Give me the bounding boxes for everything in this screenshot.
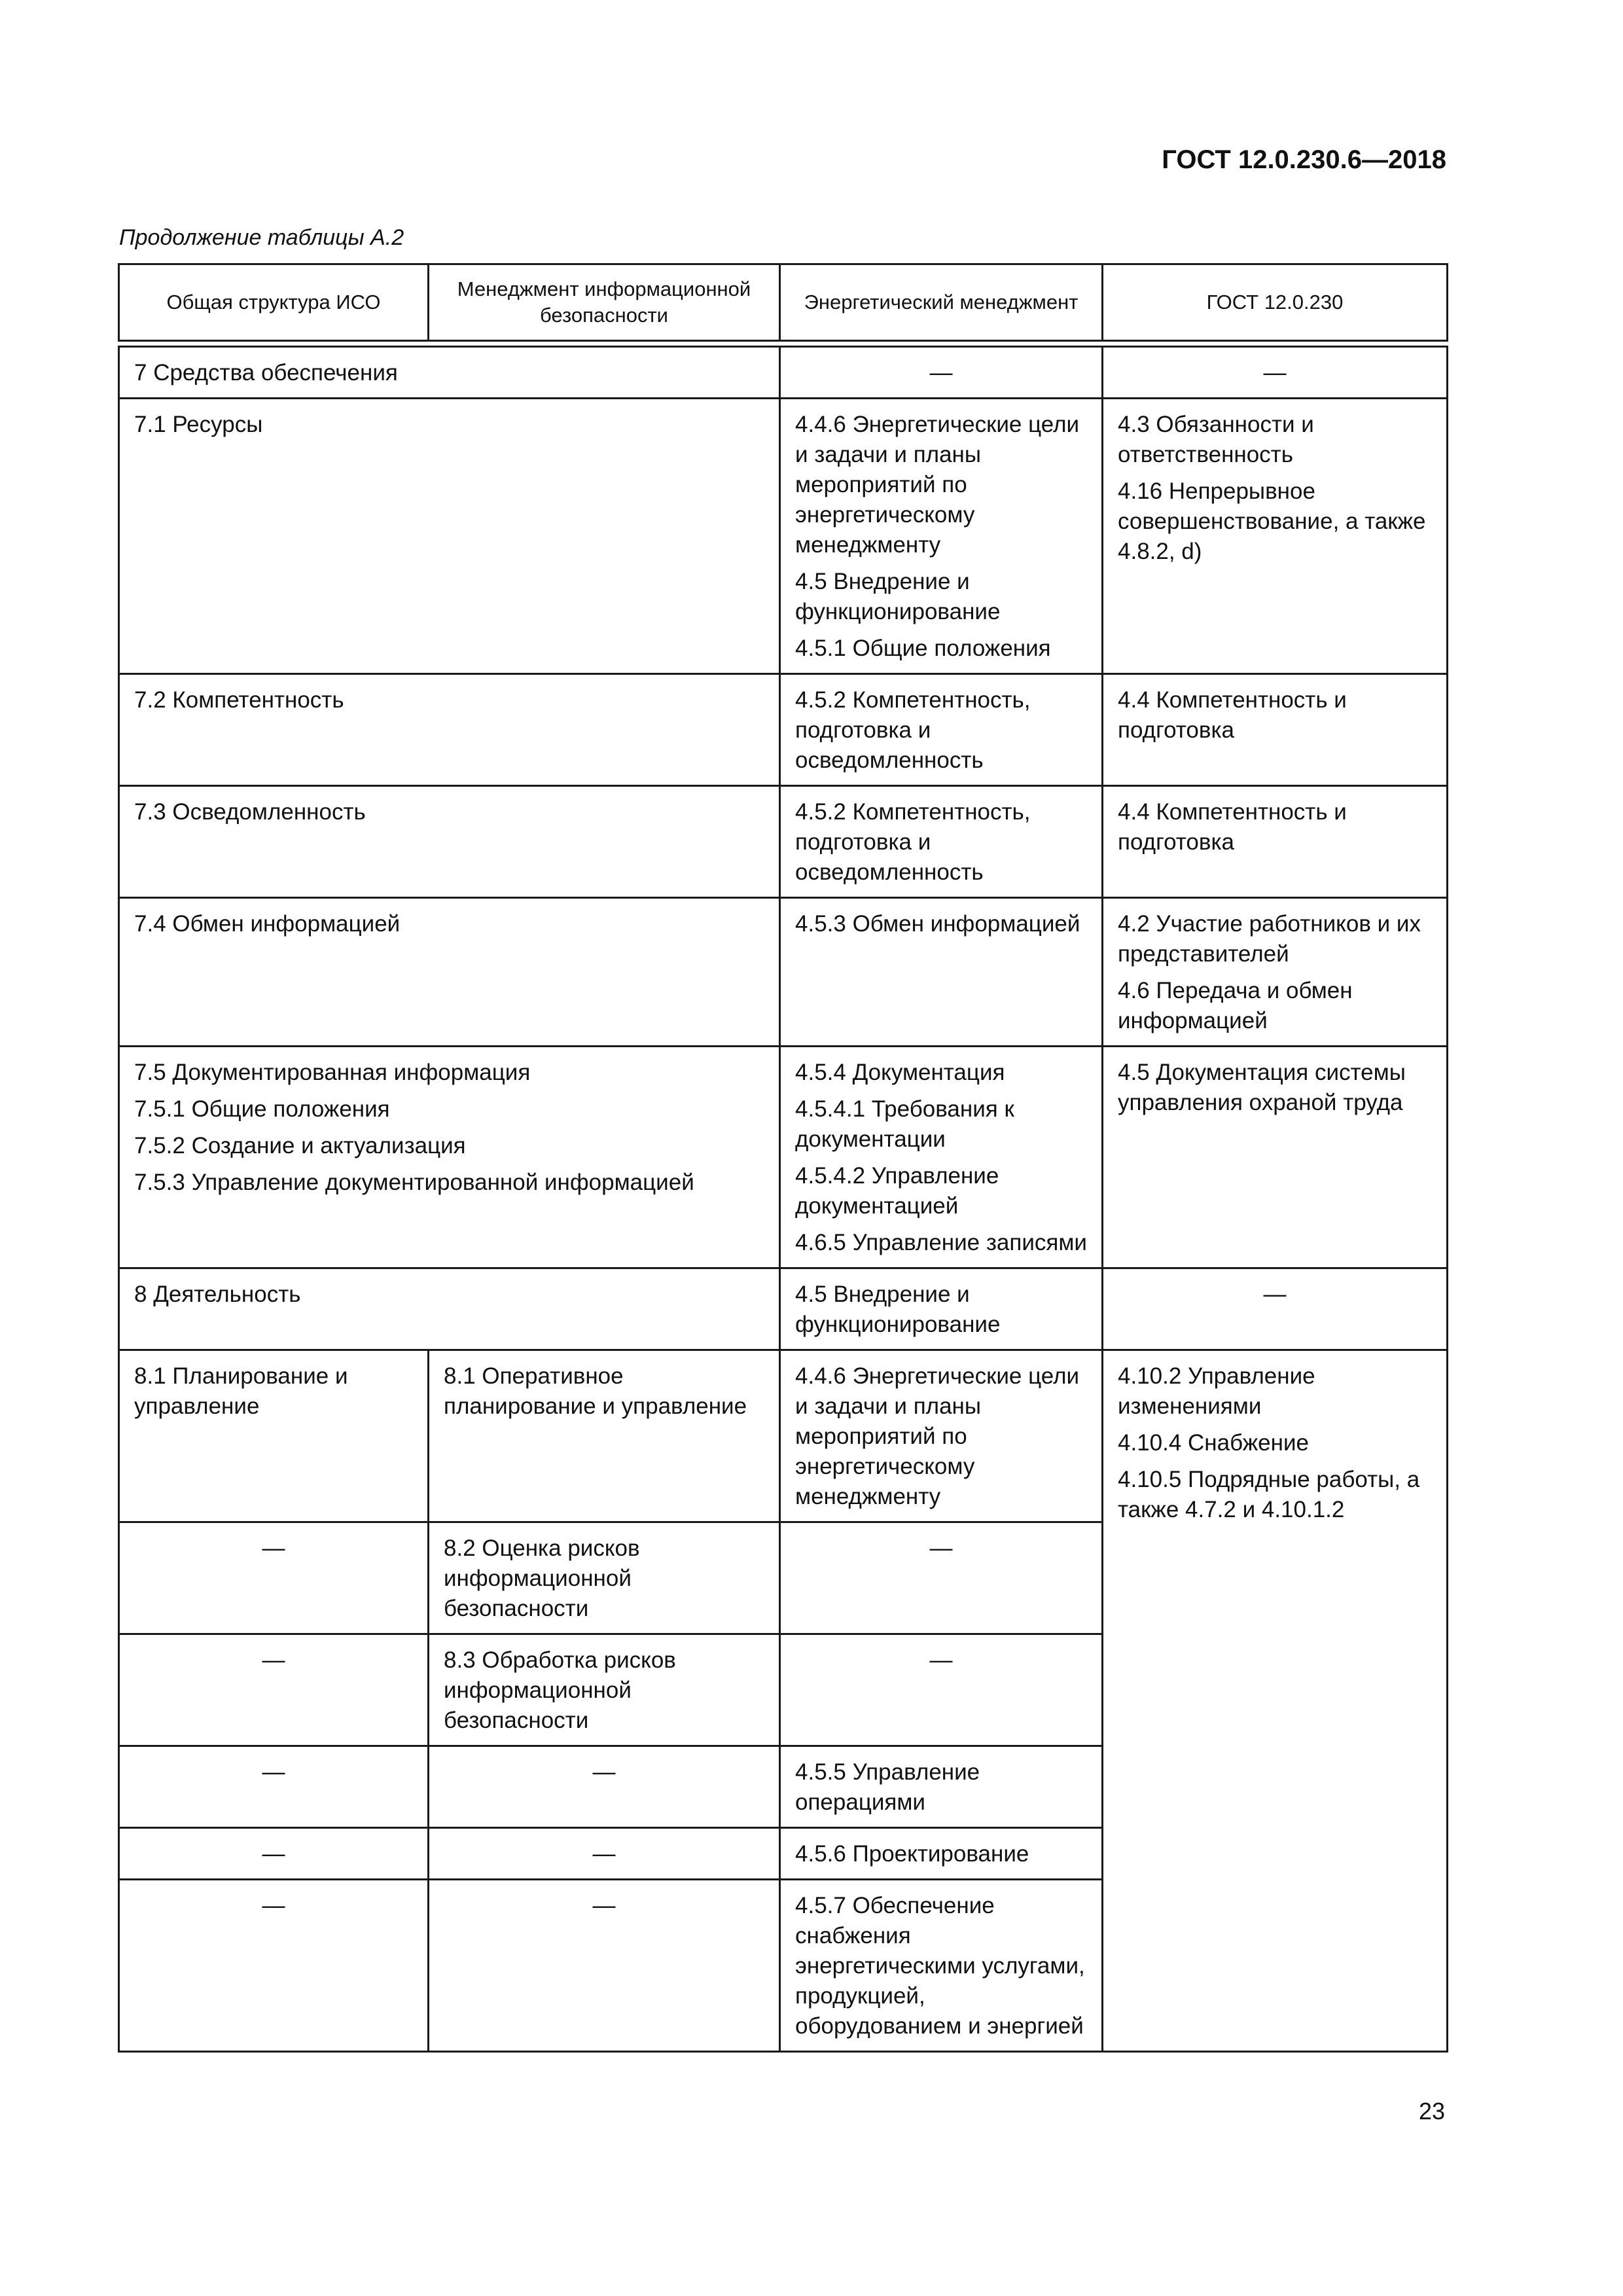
table-caption: Продолжение таблицы А.2 [119,225,404,250]
gost-item: 4.10.2 Управление изменениями [1118,1363,1315,1419]
header-energy-management: Энергетический менеджмент [780,264,1103,341]
energy-item: 4.5.4.2 Управление документацией [795,1163,999,1219]
iso-item: 7.5 Документированная информация [134,1060,531,1085]
iso-cell: 7.1 Ресурсы [119,399,780,674]
energy-item: 4.5 Внедрение и функционирование [795,569,1001,624]
iso-cell: — [119,1634,429,1746]
page-number: 23 [1418,2098,1445,2125]
gost-cell: 4.5 Документация системы управления охраной труда [1103,1047,1448,1268]
energy-item: 4.5.4 Документация [795,1060,1005,1085]
energy-item: 4.5.1 Общие положения [795,636,1051,661]
gost-item: 4.6 Передача и обмен информацией [1118,978,1353,1033]
iso-cell: 7.4 Обмен информацией [119,898,780,1047]
energy-item: 4.4.6 Энергетические цели и задачи и планы мероприятий по энергетическому менеджменту [795,412,1080,558]
isms-cell: 8.2 Оценка рисков информационной безопасности [429,1522,780,1634]
header-isms: Менеджмент информационной безопасности [429,264,780,341]
energy-cell: 4.5.2 Компетентность, подготовка и осведомленность [780,786,1103,898]
energy-cell: 4.5 Внедрение и функционирование [780,1268,1103,1350]
table-row [119,347,1448,399]
energy-cell: 4.5.6 Проектирование [780,1828,1103,1880]
gost-cell [1103,399,1448,674]
iso-cell: 7 Средства обеспечения [119,347,780,399]
energy-cell: — [780,1522,1103,1634]
isms-cell: 8.1 Оперативное планирование и управление [429,1350,780,1522]
iso-cell: — [119,1746,429,1828]
header-gost: ГОСТ 12.0.230 [1103,264,1448,341]
table-header-row [119,264,1448,341]
table-row [119,1268,1448,1350]
comparison-table [118,263,1448,2053]
energy-cell: — [780,1634,1103,1746]
header-iso-structure: Общая структура ИСО [119,264,429,341]
energy-cell [780,399,1103,674]
energy-cell: 4.5.2 Компетентность, подготовка и осведомленность [780,674,1103,786]
energy-cell: — [780,347,1103,399]
iso-item: 7.5.3 Управление документированной информацией [134,1170,694,1195]
isms-cell: — [429,1880,780,2052]
iso-cell: 7.2 Компетентность [119,674,780,786]
gost-item: 4.10.5 Подрядные работы, а также 4.7.2 и 4.10.1.2 [1118,1467,1420,1522]
iso-cell: — [119,1880,429,2052]
energy-cell: 4.4.6 Энергетические цели и задачи и планы мероприятий по энергетическому менеджменту [780,1350,1103,1522]
gost-item: 4.2 Участие работников и их представителей [1118,911,1421,967]
iso-cell: 8.1 Планирование и управление [119,1350,429,1522]
gost-cell [1103,898,1448,1047]
energy-cell: 4.5.7 Обеспечение снабжения энергетическими услугами, продукцией, оборудованием и энергией [780,1880,1103,2052]
gost-cell [1103,1350,1448,2052]
gost-cell: — [1103,1268,1448,1350]
iso-cell: — [119,1522,429,1634]
table-row [119,786,1448,898]
iso-item: 7.5.2 Создание и актуализация [134,1133,466,1158]
isms-cell: — [429,1746,780,1828]
iso-cell: — [119,1828,429,1880]
iso-item: 7.5.1 Общие положения [134,1096,390,1122]
document-code: ГОСТ 12.0.230.6—2018 [1162,145,1446,174]
gost-item: 4.16 Непрерывное совершенствование, а также 4.8.2, d) [1118,478,1426,564]
isms-cell: — [429,1828,780,1880]
gost-cell: 4.4 Компетентность и подготовка [1103,786,1448,898]
table-row [119,674,1448,786]
table-row [119,1047,1448,1268]
iso-cell [119,1047,780,1268]
gost-item: 4.3 Обязанности и ответственность [1118,412,1314,467]
header-separator [119,341,1448,347]
gost-cell: — [1103,347,1448,399]
energy-cell [780,1047,1103,1268]
isms-cell: 8.3 Обработка рисков информационной безопасности [429,1634,780,1746]
table-row [119,1350,1448,1522]
table-row [119,399,1448,674]
gost-item: 4.10.4 Снабжение [1118,1430,1309,1456]
energy-cell: 4.5.5 Управление операциями [780,1746,1103,1828]
table-row [119,898,1448,1047]
iso-cell: 7.3 Осведомленность [119,786,780,898]
energy-item: 4.5.4.1 Требования к документации [795,1096,1014,1152]
gost-cell: 4.4 Компетентность и подготовка [1103,674,1448,786]
energy-cell: 4.5.3 Обмен информацией [780,898,1103,1047]
energy-item: 4.6.5 Управление записями [795,1230,1087,1255]
iso-cell: 8 Деятельность [119,1268,780,1350]
